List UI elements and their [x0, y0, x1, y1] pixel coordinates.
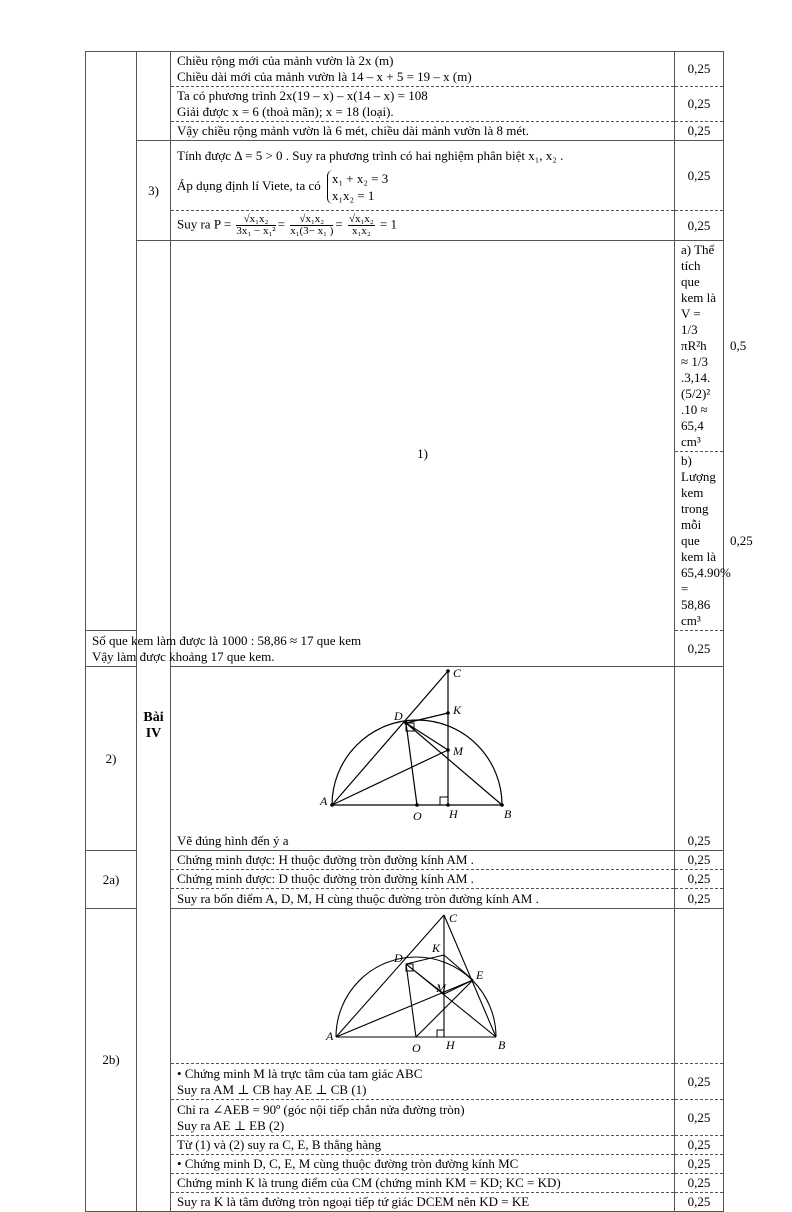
sub-label-3: 3)	[137, 141, 171, 241]
answer-cell: • Chứng minh D, C, E, M cùng thuộc đường tròn đường kính MC	[171, 1155, 675, 1174]
answer-cell: • Chứng minh M là trực tâm của tam giác ABC Suy ra AM ⊥ CB hay AE ⊥ CB (1)	[171, 1064, 675, 1100]
bai-cell-prev	[86, 52, 137, 631]
answer-cell: Suy ra P = $\frac{\text{√x₁x₂}}{\text{3x₁ − x₁²}}$ = $\frac{\text{√x₁x₂}}{\text{x₁(3− x₁ )}}$ = $\frac{\text{√x₁x₂}}{\text{x₁x₂}}$ = 1	[171, 211, 675, 241]
geometry-figure-2	[326, 911, 536, 1062]
label-A: A	[326, 1029, 334, 1043]
label-C: C	[449, 911, 458, 925]
sub-label-2: 2)	[86, 667, 137, 851]
point-cell: 0,25	[675, 1136, 724, 1155]
label-M: M	[453, 744, 463, 758]
fraction: $\frac{\text{√x₁x₂}}{\text{x₁x₂}}$	[348, 213, 374, 237]
point-cell: 0,25	[675, 667, 724, 851]
label-O: O	[413, 809, 422, 823]
point-cell	[675, 909, 724, 1064]
answer-table: Chiều rộng mới của mảnh vườn là 2x (m) Chiều dài mới của mảnh vườn là 14 – x + 5 = 19 – x (m) 0,25 Ta có phương trình 2x(19 – x) – x(14 – x) = 108 Giải được x = 6 (thoả mãn); x = 18 (loại). 0,25 Vậy chiều rộng mảnh vườn là 6 mét, chiều dài mảnh vườn là 8 mét. 0,25 3) Tính được Δ = 5 > 0 . Suy ra phương trình có hai nghiệm phân biệt x₁, x₂ . Áp dụng định lí Viete, ta có x₁ + x₂ = 3 x₁x₂ = 1 0,25 Suy ra P = $\frac{\text{√x₁x₂}}{\text{3x₁ − x₁²}}$ = $\frac{\text{√x₁x₂}}{\text{x₁(3− x₁ )}}$ = $\frac{\text{√x₁x₂}}{\text{x₁x₂}}$ = 1 0,25 Bài IV 1) a) Thể tích que kem là V = 1/3 πR²h ≈ 1/3 .3,14.(5/2)² .10 ≈ 65,4 cm³ 0,5 b) Lượng kem trong mỗi que kem là 65,4.90% = 58,86 cm³ 0,25 Số que kem làm được là 1000 : 58,86 ≈ 17 que kem Vậy làm được khoảng 17 que kem. 0,25 2) A B C D K M O H Vẽ đúng hình đến ý a 0,25 2a) Chứng minh được: H thuộc đường tròn đường kính AM . 0,25 Chứng minh được: D thuộc đường tròn đường kính AM . 0,25 Suy ra bốn điểm A, D, M, H cùng thuộc đường tròn đường kính AM . 0,25 2b) A B C D K M O H E • Chứng minh M là trực tâm của tam giác ABC Suy ra AM ⊥ CB hay AE ⊥ CB (1) 0,25 Chỉ ra ∠AEB = 90º (góc nội tiếp chắn nửa đường tròn) Suy ra AE ⊥ EB (2) 0,25 Từ (1) và (2) suy ra C, E, B thẳng hàng 0,25 • Chứng minh D, C, E, M cùng thuộc đường tròn đường kính MC 0,25 Chứng minh K là trung điểm của CM (chứng minh KM = KD; KC = KD) 0,25 Suy ra K là tâm đường tròn ngoại tiếp tứ giác DCEM nên KD = KE 0,25	[85, 51, 724, 1212]
answer-cell: Chứng minh K là trung điểm của CM (chứng minh KM = KD; KC = KD)	[171, 1174, 675, 1193]
label-K: K	[453, 703, 462, 717]
answer-cell: a) Thể tích que kem là V = 1/3 πR²h ≈ 1/3 .3,14.(5/2)² .10 ≈ 65,4 cm³	[675, 241, 724, 452]
answer-cell: b) Lượng kem trong mỗi que kem là 65,4.90% = 58,86 cm³	[675, 452, 724, 631]
label-B: B	[498, 1038, 506, 1052]
sub-label-2a: 2a)	[86, 851, 137, 909]
point-cell: 0,25	[675, 87, 724, 122]
point-cell: 0,25	[675, 1100, 724, 1136]
label-B: B	[504, 807, 512, 821]
label-C: C	[453, 666, 462, 680]
point-cell: 0,25	[675, 141, 724, 211]
label-M: M	[436, 981, 446, 995]
answer-cell	[171, 909, 675, 1064]
point-cell: 0,25	[675, 1155, 724, 1174]
label-H: H	[446, 1038, 455, 1052]
point-cell: 0,25	[675, 122, 724, 141]
answer-cell: Suy ra K là tâm đường tròn ngoại tiếp tứ giác DCEM nên KD = KE	[171, 1193, 675, 1212]
answer-cell: Chỉ ra ∠AEB = 90º (góc nội tiếp chắn nửa đường tròn) Suy ra AE ⊥ EB (2)	[171, 1100, 675, 1136]
sub-cell-prev	[137, 52, 171, 141]
label-E: E	[476, 968, 484, 982]
label-A: A	[320, 794, 328, 808]
label-H: H	[449, 807, 458, 821]
sub-label-1: 1)	[171, 241, 675, 667]
answer-cell: Số que kem làm được là 1000 : 58,86 ≈ 17 que kem Vậy làm được khoảng 17 que kem.	[86, 631, 137, 667]
answer-cell: Từ (1) và (2) suy ra C, E, B thẳng hàng	[171, 1136, 675, 1155]
label-D: D	[394, 709, 403, 723]
point-cell: 0,25	[675, 889, 724, 909]
answer-cell: Chứng minh được: D thuộc đường tròn đường kính AM .	[171, 870, 675, 889]
point-cell: 0,25	[675, 1064, 724, 1100]
label-O: O	[412, 1041, 421, 1055]
answer-cell: Ta có phương trình 2x(19 – x) – x(14 – x) = 108 Giải được x = 6 (thoả mãn); x = 18 (loại).	[171, 87, 675, 122]
point-cell: 0,25	[675, 1174, 724, 1193]
answer-cell: Tính được Δ = 5 > 0 . Suy ra phương trình có hai nghiệm phân biệt x₁, x₂ . Áp dụng định lí Viete, ta có x₁ + x₂ = 3 x₁x₂ = 1	[171, 141, 675, 211]
point-cell: 0,25	[675, 211, 724, 241]
bai-iv-cell: Bài IV	[137, 241, 171, 1212]
fraction: $\frac{\text{√x₁x₂}}{\text{x₁(3− x₁ )}}$	[290, 213, 334, 237]
point-cell: 0,25	[675, 631, 724, 667]
answer-cell: Chứng minh được: H thuộc đường tròn đường kính AM .	[171, 851, 675, 870]
sub-label-2b: 2b)	[86, 909, 137, 1212]
point-cell: 0,25	[675, 1193, 724, 1212]
answer-cell: A B C D K M O H Vẽ đúng hình đến ý a	[171, 667, 675, 851]
answer-cell: Vậy chiều rộng mảnh vườn là 6 mét, chiều dài mảnh vườn là 8 mét.	[171, 122, 675, 141]
fraction: $\frac{\text{√x₁x₂}}{\text{3x₁ − x₁²}}$	[236, 213, 276, 237]
answer-cell: Suy ra bốn điểm A, D, M, H cùng thuộc đường tròn đường kính AM .	[171, 889, 675, 909]
point-cell: 0,25	[675, 52, 724, 87]
label-D: D	[394, 951, 403, 965]
point-cell: 0,25	[675, 851, 724, 870]
answer-cell: Chiều rộng mới của mảnh vườn là 2x (m) Chiều dài mới của mảnh vườn là 14 – x + 5 = 19 – x (m)	[171, 52, 675, 87]
label-K: K	[432, 941, 441, 955]
equation-system: x₁ + x₂ = 3 x₁x₂ = 1	[327, 170, 392, 204]
point-cell: 0,25	[675, 870, 724, 889]
